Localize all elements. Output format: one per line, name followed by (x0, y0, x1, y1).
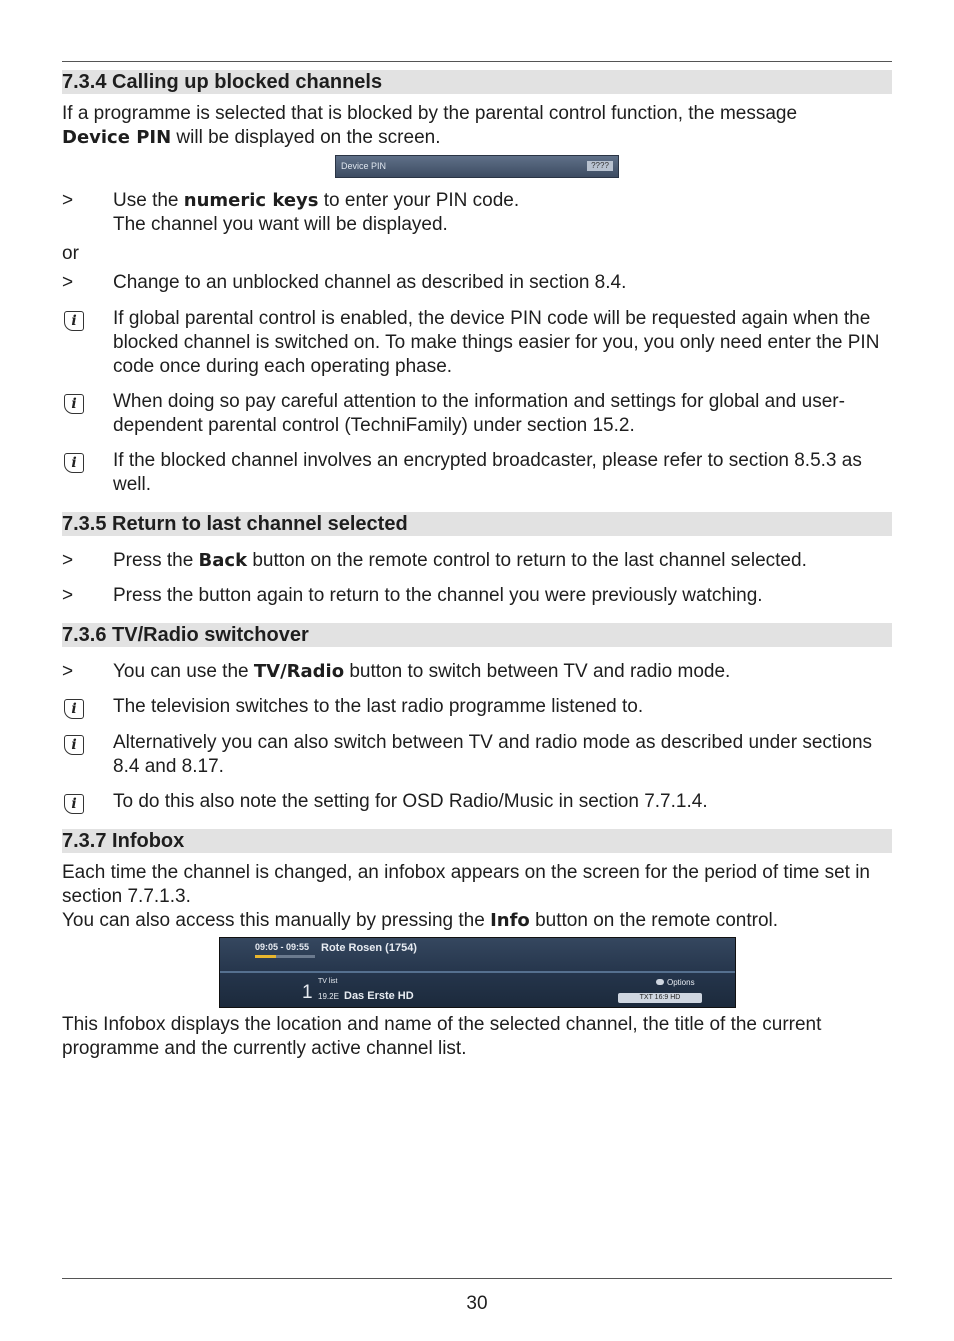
info-icon: i (64, 394, 84, 414)
device-pin-term: Device PIN (62, 127, 172, 148)
infobox-channel-name: Das Erste HD (344, 990, 414, 1002)
top-rule (62, 61, 892, 62)
infobox-paragraph-3: This Infobox displays the location and name of the selected channel, the title of the current programme and the currently active channel list. (62, 1014, 822, 1059)
infobox-paragraph-1: Each time the channel is changed, an infobox appears on the screen for the period of time set in section 7.7.1.3. (62, 862, 871, 907)
bullet-marker: > (62, 190, 74, 211)
info-icon: i (64, 453, 84, 473)
options-key-icon (656, 979, 664, 985)
section-heading-7-3-7: 7.3.7 Infobox (62, 829, 892, 853)
infobox-options: Options (656, 978, 695, 987)
info-icon: i (64, 735, 84, 755)
infobox-list: TV list (318, 978, 338, 985)
bullet-marker: > (62, 550, 74, 571)
infobox-programme: Rote Rosen (1754) (321, 942, 417, 954)
programme-progress-bar (255, 955, 315, 958)
info-icon: i (64, 794, 84, 814)
pin-label: Device PIN (341, 161, 387, 171)
page-number: 30 (466, 1293, 488, 1314)
infobox-time: 09:05 - 09:55 (255, 942, 310, 952)
bottom-rule (62, 1278, 892, 1279)
infobox-screenshot (219, 937, 736, 1008)
infobox-channel-number: 1 (302, 982, 313, 1003)
bullet-marker: > (62, 661, 74, 682)
pin-value: ???? (587, 161, 613, 171)
infobox-paragraph-2: You can also access this manually by pressing the Info button on the remote control. (62, 910, 779, 931)
intro-paragraph: If a programme is selected that is blocked by the parental control function, the message Device PIN will be displayed on the screen. (62, 103, 798, 148)
infobox-badges: TXT 16:9 HD (618, 993, 702, 1003)
section-heading-7-3-5: 7.3.5 Return to last channel selected (62, 512, 892, 536)
bullet-marker: > (62, 272, 74, 293)
bullet-marker: > (62, 585, 74, 606)
section-heading-7-3-6: 7.3.6 TV/Radio switchover (62, 623, 892, 647)
info-icon: i (64, 699, 84, 719)
or-text: or (62, 243, 79, 264)
infobox-position: 19.2E (318, 992, 339, 1001)
device-pin-screenshot (335, 155, 619, 178)
section-heading-7-3-4: 7.3.4 Calling up blocked channels (62, 70, 892, 94)
info-icon: i (64, 311, 84, 331)
